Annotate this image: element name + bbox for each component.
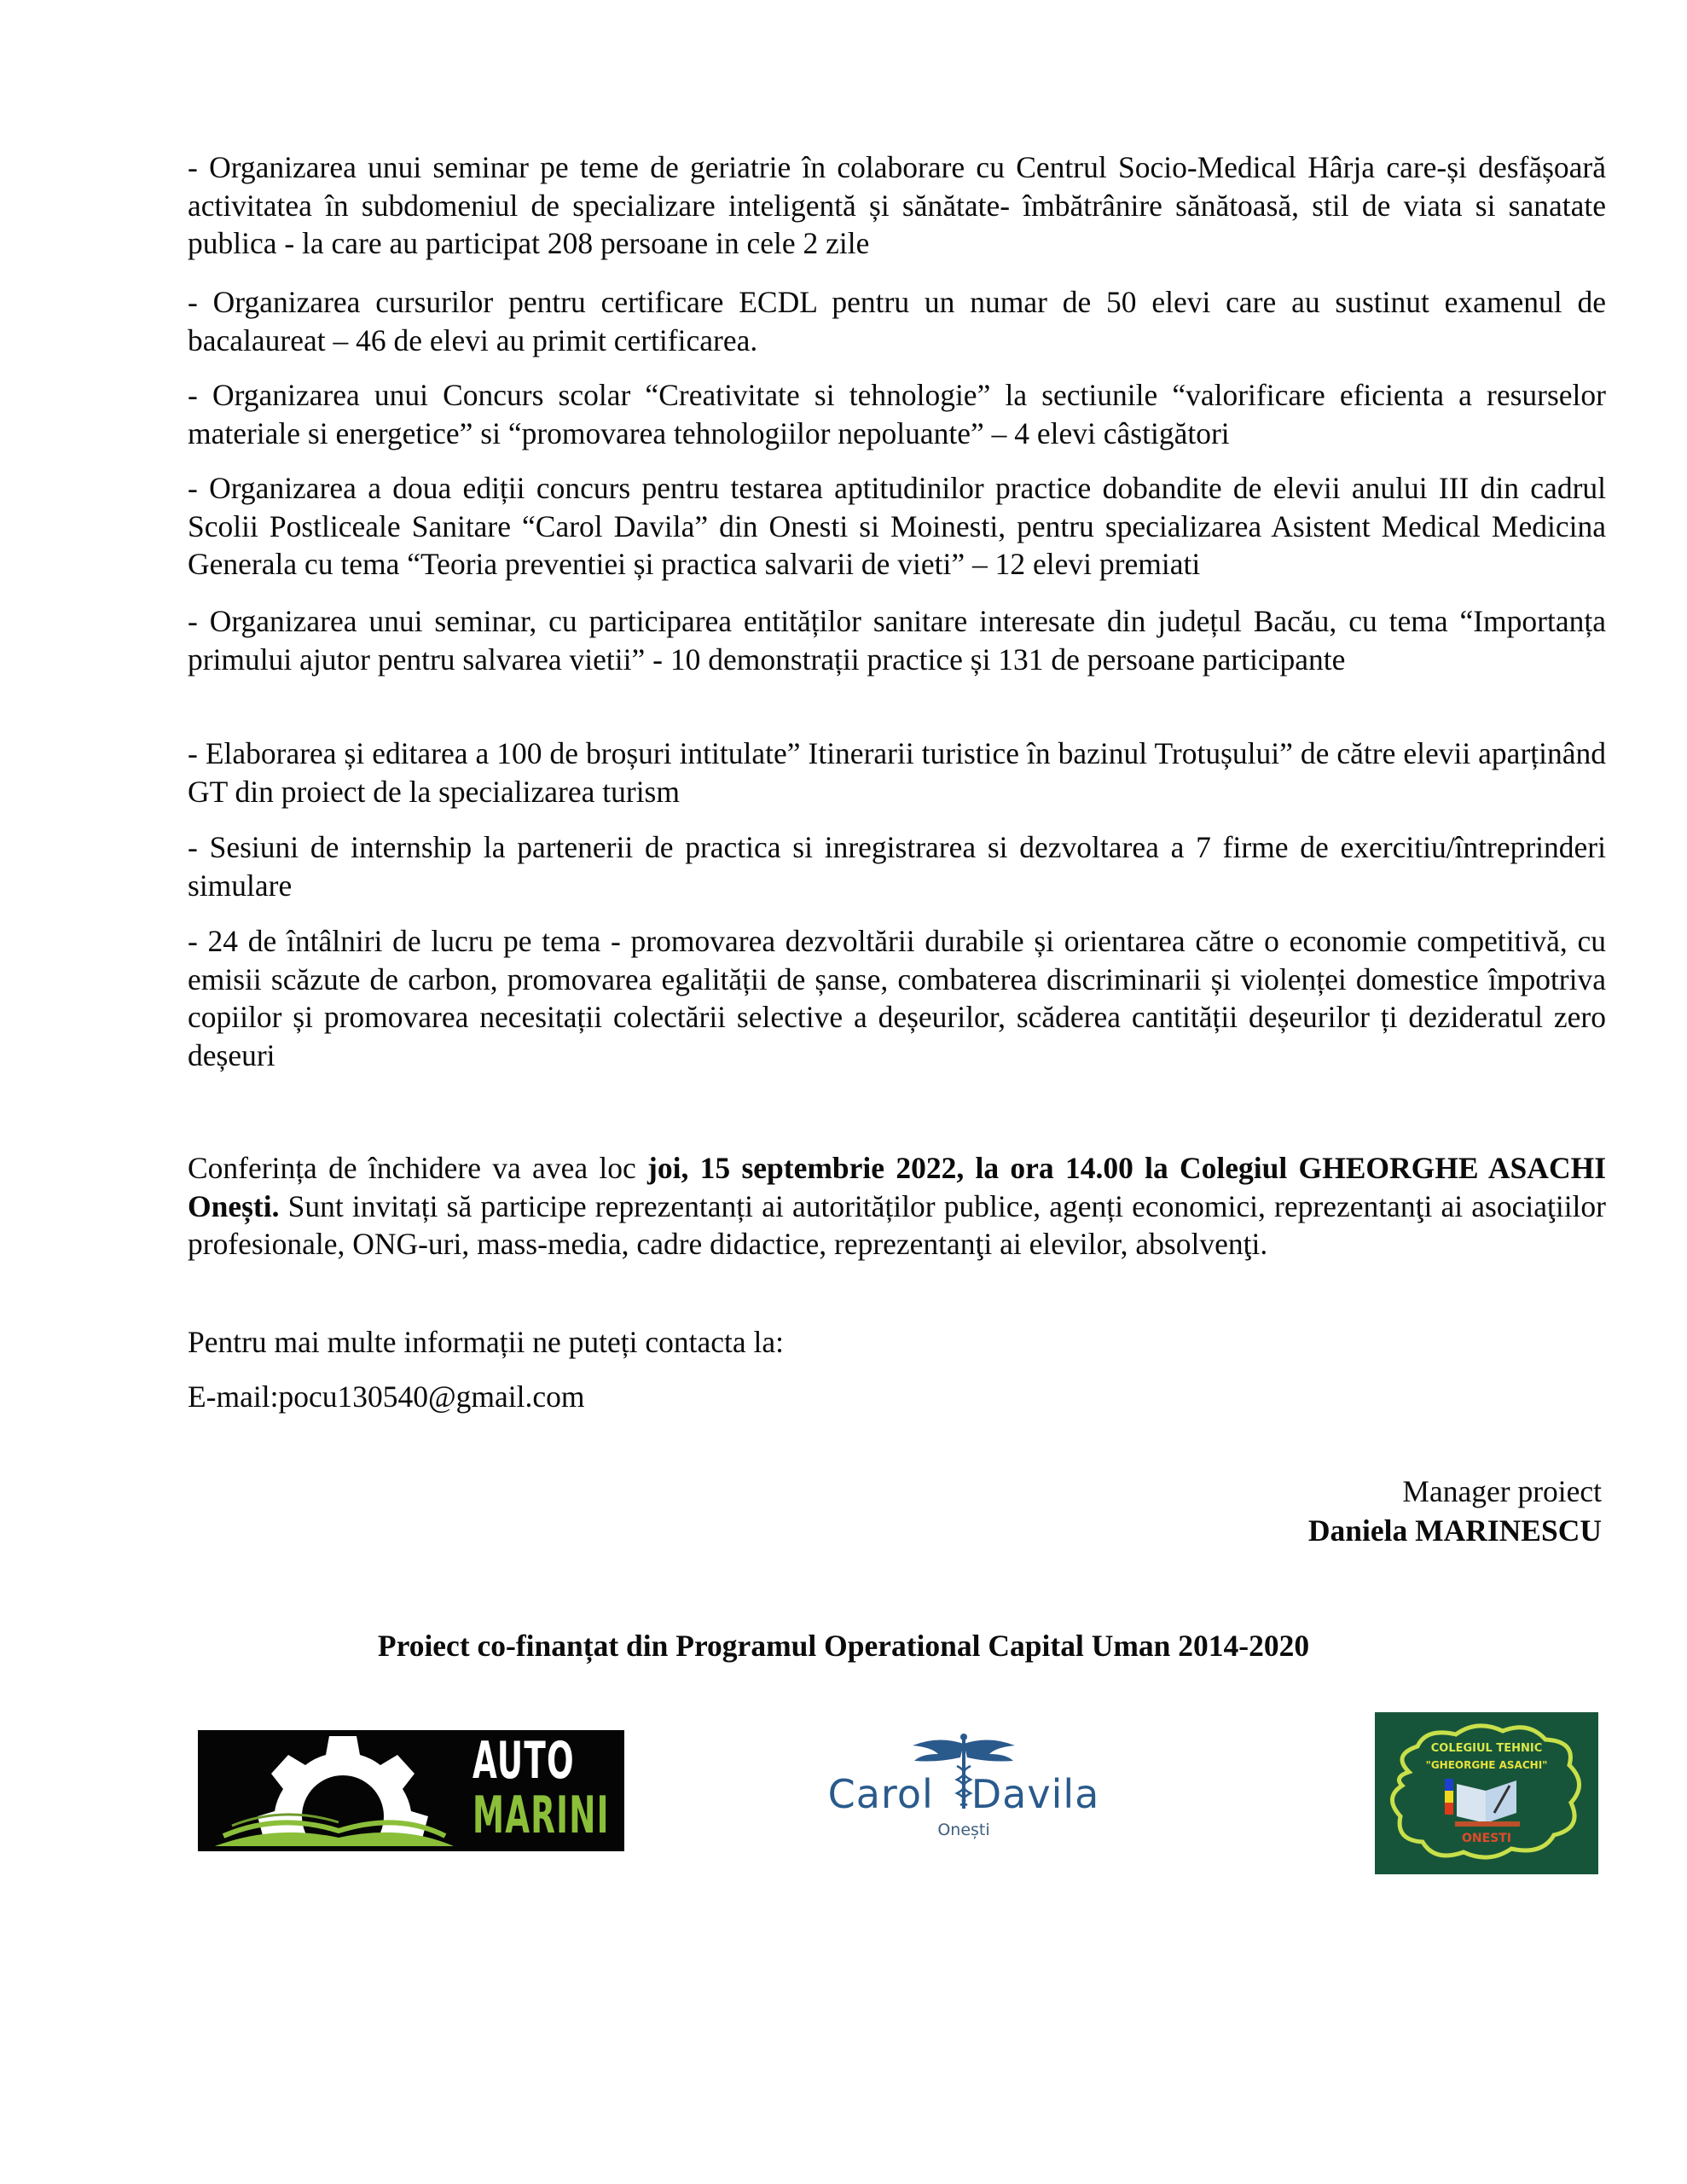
activity-item: - Organizarea a doua ediții concurs pentru testarea aptitudinilor practice dobandite de elevii anului III din cadrul Scolii Postliceale Sanitare “Carol Davila” din Onesti si Moinesti, pentru specializarea Asistent Medical Medicina Generala cu tema “Teoria preventiei și practica salvarii de vieti” – 12 elevi premiati	[188, 471, 1606, 581]
svg-text:"GHEORGHE ASACHI": "GHEORGHE ASACHI"	[1425, 1759, 1548, 1771]
funding-statement: Proiect co-finanțat din Programul Operational Capital Uman 2014-2020	[377, 1629, 1310, 1663]
signature-name: Daniela MARINESCU	[1307, 1513, 1602, 1548]
carol-davila-wordmark: Carol Davila	[827, 1771, 1100, 1817]
carol-davila-logo	[819, 1732, 1109, 1839]
signature-block	[1308, 1472, 1602, 1550]
conference-invitees: Sunt invitați să participe reprezentanți ai autorităților publice, agenți economici, reprezentanţi ai asociaţiilor profesionale, ONG-uri, mass-media, cadre didactice, reprezentanţi ai elevilor, absolvenţi.	[188, 1188, 1606, 1261]
conference-announcement	[188, 1149, 1606, 1263]
signature-role: Manager proiect	[1402, 1474, 1602, 1508]
carol-davila-city: Onești	[937, 1821, 990, 1839]
gear-book-icon	[198, 1730, 454, 1851]
auto-marini-logo	[198, 1730, 624, 1851]
conference-date-location: joi, 15 septembrie 2022, la ora 14.00 la Colegiul GHEORGHE ASACHI Onești.	[188, 1151, 1607, 1223]
activity-item: - Organizarea cursurilor pentru certificare ECDL pentru un numar de 50 elevi care au sustinut examenul de bacalaureat – 46 de elevi au primit certificarea.	[188, 285, 1606, 357]
activity-item: - Elaborarea și editarea a 100 de broșuri intitulate” Itinerarii turistice în bazinul Trotușului” de către elevii aparținând GT din proiect de la specializarea turism	[188, 736, 1606, 809]
contact-intro: Pentru mai multe informații ne puteți contacta la:	[188, 1325, 784, 1359]
school-emblem-icon	[1375, 1712, 1598, 1874]
contact-email[interactable]: E-mail:pocu130540@gmail.com	[188, 1380, 585, 1414]
auto-marini-wordmark: AUTO MARINI	[472, 1731, 610, 1845]
conference-intro: Conferința de închidere va avea loc	[188, 1151, 648, 1185]
activity-item: - Organizarea unui Concurs scolar “Creativitate si tehnologie” la sectiunile “valorificare eficienta a resurselor materiale si energetice” si “promovarea tehnologiilor nepoluante” – 4 elevi câstigători	[188, 378, 1606, 450]
svg-text:COLEGIUL TEHNIC: COLEGIUL TEHNIC	[1430, 1742, 1543, 1755]
activity-item: - 24 de întâlniri de lucru pe tema - promovarea dezvoltării durabile și orientarea către o economie competitivă, cu emisii scăzute de carbon, promovarea egalității de șanse, combaterea discriminarii și violenței domestice împotriva copiilor și promovarea necesitații colectării selective a deșeurilor, scăderea cantității deșeurilor ți dezideratul zero deșeuri	[188, 924, 1606, 1072]
activity-item: - Organizarea unui seminar pe teme de geriatrie în colaborare cu Centrul Socio-Medical Hârja care-și desfășoară activitatea în subdomeniul de specializare inteligentă și sănătate- îmbătrânire sănătoasă, stil de viata si sanatate publica - la care au participat 208 persoane in cele 2 zile	[188, 150, 1606, 260]
gheorghe-asachi-logo	[1375, 1712, 1598, 1874]
svg-text:ONESTI: ONESTI	[1461, 1832, 1512, 1845]
activity-item: - Organizarea unui seminar, cu participarea entităților sanitare interesate din județul Bacău, cu tema “Importanța primului ajutor pentru salvarea vietii” - 10 demonstrații practice și 131 de persoane participante	[188, 604, 1606, 677]
activity-item: - Sesiuni de internship la partenerii de practica si inregistrarea si dezvoltarea a 7 firme de exercitiu/întreprinderi simulare	[188, 830, 1606, 903]
